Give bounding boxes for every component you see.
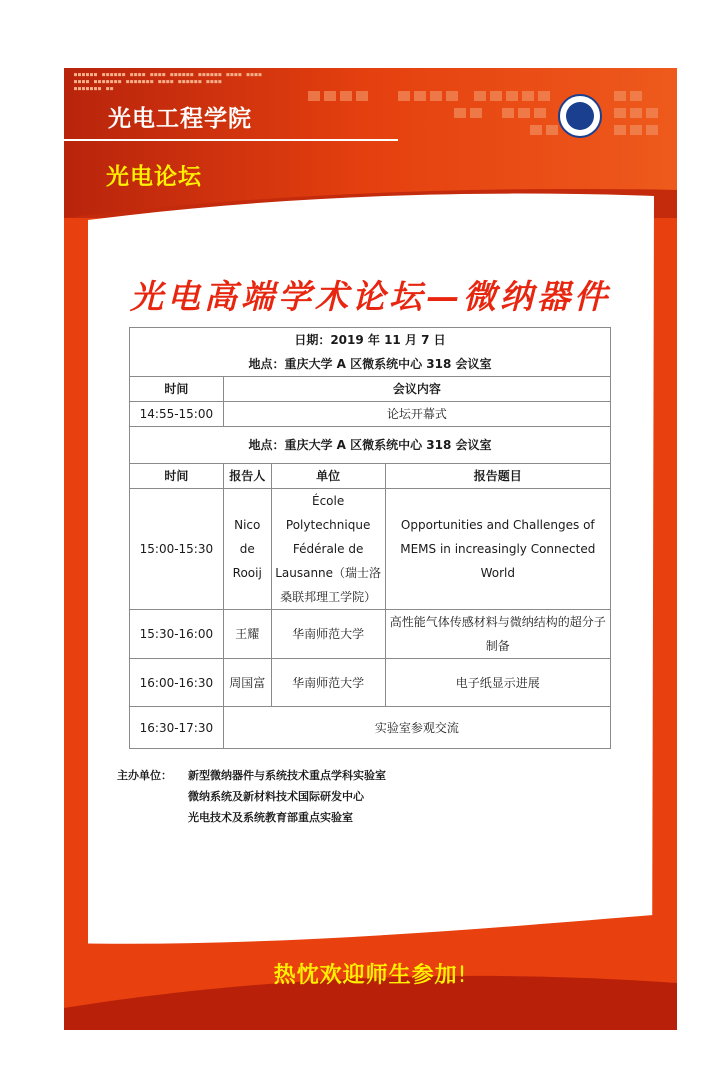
square-pattern bbox=[490, 91, 502, 101]
square-pattern bbox=[522, 91, 534, 101]
dot-pattern: ■■■■ ■■■■■■■ ■■■■■■■ ■■■■ ■■■■■■ ■■■■ bbox=[74, 79, 223, 85]
square-pattern bbox=[630, 91, 642, 101]
location-text: 地点：重庆大学 A 区微系统中心 318 会议室 bbox=[248, 357, 492, 371]
talk-time: 15:30-16:00 bbox=[130, 610, 224, 659]
square-pattern bbox=[470, 108, 482, 118]
square-pattern bbox=[340, 91, 352, 101]
header-row bbox=[130, 464, 611, 489]
square-pattern bbox=[430, 91, 442, 101]
school-name: 光电工程学院 bbox=[108, 105, 252, 132]
table-row bbox=[130, 402, 611, 427]
talk-unit: 华南师范大学 bbox=[271, 659, 385, 707]
header-row bbox=[130, 377, 611, 402]
opening-time: 14:55-15:00 bbox=[130, 402, 224, 427]
slogan-mark: ! bbox=[457, 963, 468, 988]
date-location-cell bbox=[130, 328, 611, 377]
square-pattern bbox=[398, 91, 410, 101]
talk-speaker: Nico de Rooij bbox=[223, 489, 271, 610]
university-logo bbox=[558, 94, 602, 138]
table-row bbox=[130, 707, 611, 749]
square-pattern bbox=[614, 125, 626, 135]
square-pattern bbox=[614, 91, 626, 101]
square-pattern bbox=[646, 125, 658, 135]
square-pattern bbox=[414, 91, 426, 101]
table-row bbox=[130, 610, 611, 659]
square-pattern bbox=[630, 108, 642, 118]
square-pattern bbox=[324, 91, 336, 101]
square-pattern bbox=[546, 125, 558, 135]
square-pattern bbox=[506, 91, 518, 101]
forum-name: 光电论坛 bbox=[106, 163, 202, 190]
organizers-label: 主办单位： bbox=[117, 769, 172, 782]
square-pattern bbox=[308, 91, 320, 101]
square-pattern bbox=[538, 91, 550, 101]
square-pattern bbox=[614, 108, 626, 118]
talk-topic: 电子纸显示进展 bbox=[385, 659, 610, 707]
talk-unit: École Polytechnique Fédérale de Lausanne（瑞士洛桑联邦理工学院） bbox=[271, 489, 385, 610]
closing-content: 实验室参观交流 bbox=[223, 707, 610, 749]
organizers bbox=[117, 765, 386, 828]
table-row bbox=[130, 659, 611, 707]
talk-speaker: 王耀 bbox=[223, 610, 271, 659]
organizer-item: 新型微纳器件与系统技术重点学科实验室 bbox=[188, 769, 386, 782]
talk-time: 16:00-16:30 bbox=[130, 659, 224, 707]
slogan-text: 热忱欢迎师生参加 bbox=[273, 963, 458, 988]
square-pattern bbox=[646, 108, 658, 118]
logo-emblem-icon bbox=[566, 102, 594, 130]
organizer-item: 微纳系统及新材料技术国际研发中心 bbox=[188, 790, 364, 803]
main-title: 光电高端学术论坛—微纳器件 bbox=[130, 277, 611, 316]
square-pattern bbox=[446, 91, 458, 101]
header-time: 时间 bbox=[130, 377, 224, 402]
header-speaker: 报告人 bbox=[223, 464, 271, 489]
header-content: 会议内容 bbox=[223, 377, 610, 402]
square-pattern bbox=[518, 108, 530, 118]
header-time: 时间 bbox=[130, 464, 224, 489]
schedule-table bbox=[129, 327, 611, 749]
header-unit: 单位 bbox=[271, 464, 385, 489]
date-text: 日期：2019 年 11 月 7 日 bbox=[294, 333, 446, 347]
header-divider bbox=[64, 139, 398, 141]
square-pattern bbox=[454, 108, 466, 118]
welcome-slogan bbox=[64, 958, 677, 989]
square-pattern bbox=[530, 125, 542, 135]
table-row bbox=[130, 489, 611, 610]
closing-time: 16:30-17:30 bbox=[130, 707, 224, 749]
organizer-line bbox=[117, 765, 386, 786]
opening-content: 论坛开幕式 bbox=[223, 402, 610, 427]
talk-speaker: 周国富 bbox=[223, 659, 271, 707]
square-pattern bbox=[356, 91, 368, 101]
dot-pattern: ■■■■■■■ ■■ bbox=[74, 86, 115, 92]
header-topic: 报告题目 bbox=[385, 464, 610, 489]
square-pattern bbox=[502, 108, 514, 118]
square-pattern bbox=[474, 91, 486, 101]
talk-topic: 高性能气体传感材料与微纳结构的超分子制备 bbox=[385, 610, 610, 659]
date-location-row bbox=[130, 328, 611, 377]
location-row bbox=[130, 427, 611, 464]
talk-topic: Opportunities and Challenges of MEMS in increasingly Connected World bbox=[385, 489, 610, 610]
organizer-item: 光电技术及系统教育部重点实验室 bbox=[188, 811, 353, 824]
talk-time: 15:00-15:30 bbox=[130, 489, 224, 610]
square-pattern bbox=[630, 125, 642, 135]
location-text: 地点：重庆大学 A 区微系统中心 318 会议室 bbox=[130, 427, 611, 464]
poster bbox=[64, 68, 677, 1030]
square-pattern bbox=[534, 108, 546, 118]
talk-unit: 华南师范大学 bbox=[271, 610, 385, 659]
dot-pattern: ■■■■■■ ■■■■■■ ■■■■ ■■■■ ■■■■■■ ■■■■■■ ■■■■ ■■■■ bbox=[74, 72, 263, 78]
